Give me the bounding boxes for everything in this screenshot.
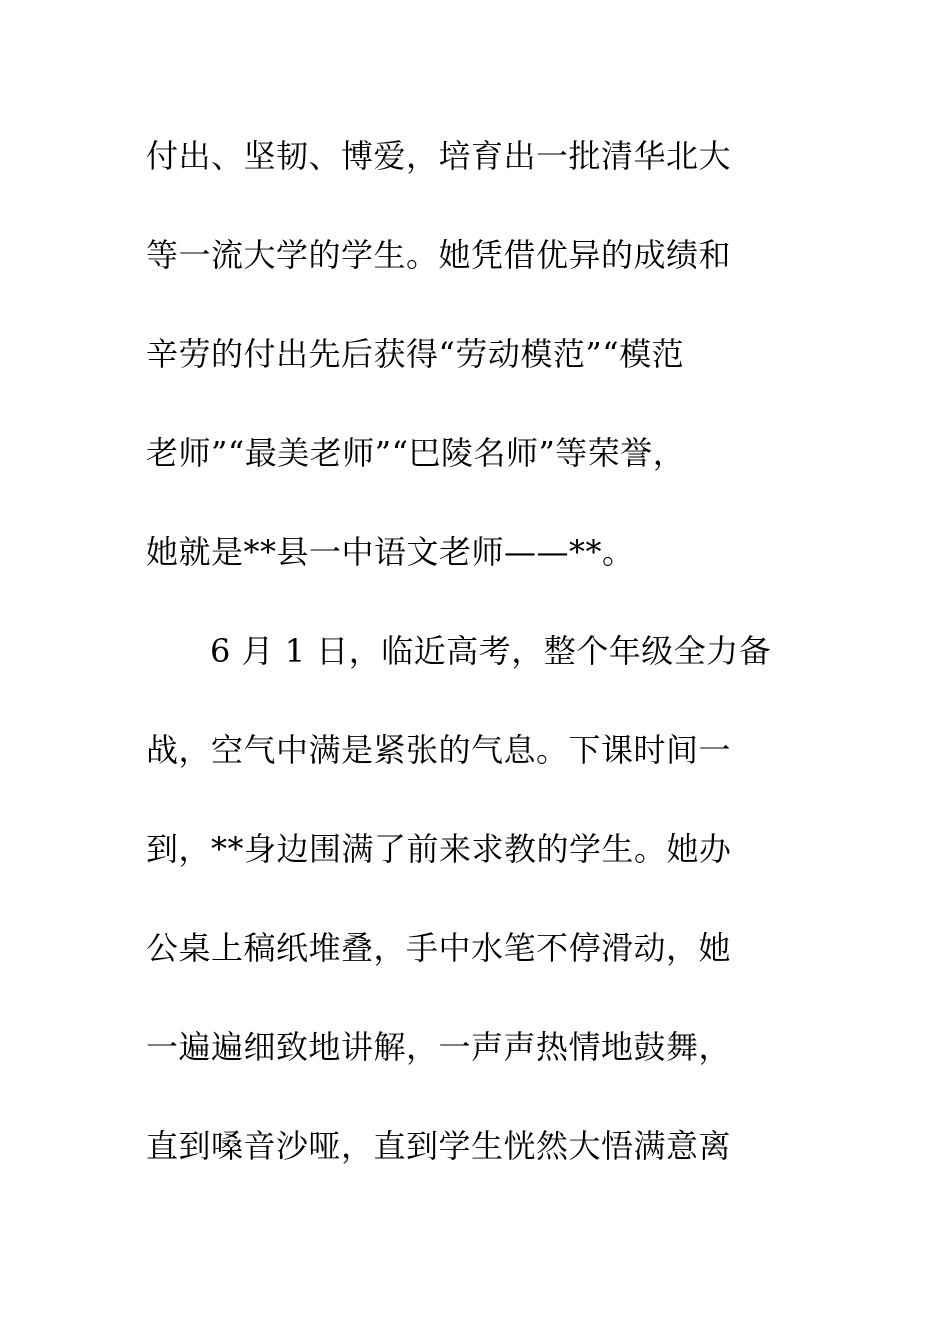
text-line: 她就是**县一中语文老师——**。: [146, 533, 635, 571]
text-line: 一遍遍细致地讲解，一声声热情地鼓舞，: [146, 1028, 732, 1066]
text-line: 到，**身边围满了前来求教的学生。她办: [146, 830, 732, 868]
text-line: 付出、坚韧、博爱，培育出一批清华北大: [146, 137, 732, 175]
paragraph-start-line: 6 月 1 日，临近高考，整个年级全力备: [210, 632, 772, 670]
text-line: 老师”“最美老师”“巴陵名师”等荣誉，: [146, 434, 686, 472]
text-line: 战，空气中满是紧张的气息。下课时间一: [146, 731, 732, 769]
text-line: 公桌上稿纸堆叠，手中水笔不停滑动，她: [146, 929, 732, 967]
document-body: [146, 126, 826, 1215]
text-line: 等一流大学的学生。她凭借优异的成绩和: [146, 236, 732, 274]
text-line: 辛劳的付出先后获得“劳动模范”“模范: [146, 335, 685, 373]
text-line: 直到嗓音沙哑，直到学生恍然大悟满意离: [146, 1127, 732, 1165]
